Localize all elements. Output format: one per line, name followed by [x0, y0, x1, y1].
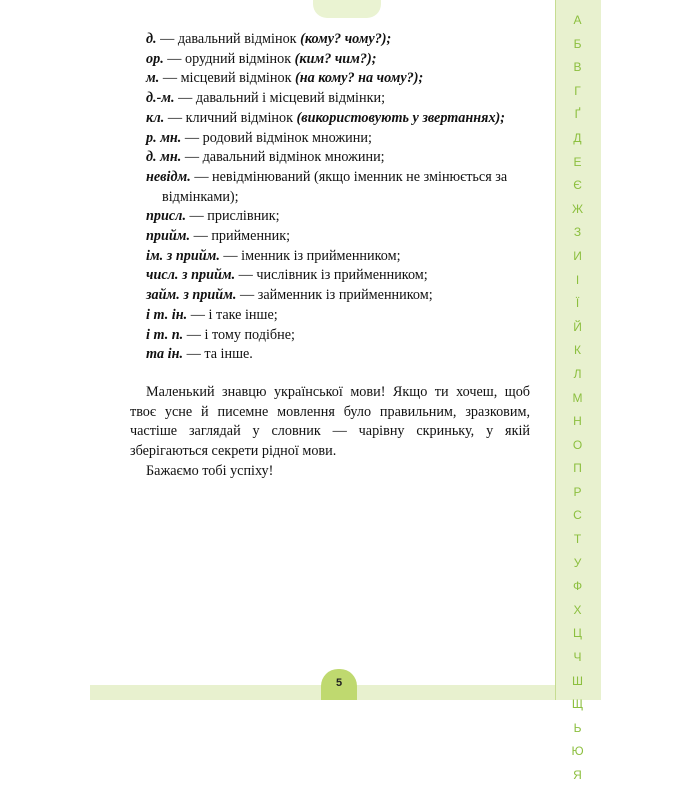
abbreviation-item: [130, 148, 530, 168]
alphabet-letter[interactable]: Є: [573, 178, 582, 193]
alphabet-letter[interactable]: М: [572, 390, 583, 405]
abbreviation-list: [130, 30, 530, 365]
abbreviation-item: [130, 69, 530, 89]
alphabet-letter[interactable]: Ц: [573, 626, 582, 641]
abbreviation-definition: — та інше.: [183, 346, 253, 363]
abbreviation-term: д. мн.: [146, 149, 182, 166]
abbreviation-term: ім. з прийм.: [146, 247, 220, 264]
alphabet-letter[interactable]: Р: [573, 484, 582, 499]
abbreviation-term: кл.: [146, 109, 165, 126]
abbreviation-definition: — давальний відмінок множини;: [181, 149, 385, 166]
page-content: [130, 30, 530, 481]
abbreviation-definition: — займенник із прийменником;: [236, 287, 433, 304]
abbreviation-item: [130, 227, 530, 247]
alphabet-letter[interactable]: Д: [573, 130, 582, 145]
abbreviation-note: (на кому? на чому?);: [295, 70, 424, 87]
abbreviation-item: [130, 109, 530, 129]
abbreviation-term: та ін.: [146, 346, 184, 363]
alphabet-letter[interactable]: А: [573, 13, 582, 27]
abbreviation-item: [130, 129, 530, 149]
abbreviation-definition: — орудний відмінок: [163, 50, 295, 67]
abbreviation-term: займ. з прийм.: [146, 287, 237, 304]
abbreviation-definition: — родовий відмінок множини;: [181, 129, 372, 146]
abbreviation-definition: — і таке інше;: [187, 306, 278, 323]
abbreviation-definition: — кличний відмінок: [164, 109, 297, 126]
alphabet-index: [555, 9, 600, 788]
page-number: 5: [321, 669, 357, 700]
abbreviation-term: невідм.: [146, 168, 191, 185]
alphabet-letter[interactable]: Л: [573, 366, 582, 381]
abbreviation-term: р. мн.: [146, 129, 182, 146]
alphabet-letter[interactable]: К: [574, 343, 581, 358]
alphabet-letter[interactable]: Ч: [573, 650, 582, 665]
alphabet-letter[interactable]: Я: [573, 768, 582, 782]
abbreviation-item: [130, 50, 530, 70]
alphabet-letter[interactable]: Щ: [571, 697, 584, 712]
abbreviation-item: [130, 326, 530, 346]
abbreviation-definition: — невідмінюваний (якщо іменник не змінюється за відмінками);: [162, 168, 508, 205]
abbreviation-definition: — прислівник;: [186, 208, 280, 225]
abbreviation-item: [130, 89, 530, 109]
abbreviation-item: [130, 286, 530, 306]
abbreviation-definition: — і тому подібне;: [183, 326, 295, 343]
top-tab-decoration: [313, 0, 381, 18]
alphabet-letter[interactable]: Х: [573, 602, 582, 617]
alphabet-letter[interactable]: В: [573, 60, 582, 75]
abbreviation-term: і т. п.: [146, 326, 184, 343]
abbreviation-term: д.: [146, 31, 157, 47]
abbreviation-note: (ким? чим?);: [294, 50, 377, 67]
abbreviation-note: (використовують у звертаннях);: [296, 109, 505, 126]
alphabet-letter[interactable]: У: [573, 555, 582, 570]
alphabet-letter[interactable]: Ґ: [574, 107, 581, 122]
alphabet-letter[interactable]: С: [573, 508, 582, 523]
abbreviation-item: [130, 345, 530, 365]
abbreviation-definition: — числівник із прийменником;: [235, 267, 428, 284]
alphabet-letter[interactable]: И: [573, 248, 582, 263]
abbreviation-term: і т. ін.: [146, 306, 188, 323]
alphabet-letter[interactable]: Ф: [572, 579, 583, 594]
alphabet-letter[interactable]: З: [573, 225, 582, 240]
abbreviation-item: [130, 247, 530, 267]
alphabet-letter[interactable]: Ь: [573, 720, 582, 735]
abbreviation-definition: — прийменник;: [190, 228, 291, 245]
alphabet-letter[interactable]: Е: [573, 154, 582, 169]
alphabet-letter[interactable]: Ш: [572, 673, 583, 688]
abbreviation-term: прийм.: [146, 228, 191, 245]
abbreviation-item: [130, 207, 530, 227]
alphabet-letter[interactable]: Б: [573, 36, 582, 51]
abbreviation-item: [130, 168, 530, 207]
alphabet-letter[interactable]: Ї: [575, 296, 580, 311]
alphabet-letter[interactable]: Й: [573, 319, 582, 334]
wish-paragraph: Бажаємо тобі успіху!: [146, 462, 274, 479]
abbreviation-definition: — давальний відмінок: [156, 31, 301, 47]
abbreviation-item: [130, 266, 530, 286]
abbreviation-term: м.: [146, 70, 160, 87]
abbreviation-term: д.-м.: [146, 90, 175, 107]
abbreviation-definition: — іменник із прийменником;: [219, 247, 401, 264]
closing-paragraph: Маленький знавцю української мови! Якщо ти хочеш, щоб твоє усне й писемне мовлення було правильним, зразковим, частіше заглядай у словник — чарівну скриньку, у якій зберігаються секрети рідної мови.: [130, 383, 530, 460]
abbreviation-definition: — давальний і місцевий відмінки;: [174, 90, 386, 107]
alphabet-letter[interactable]: І: [575, 272, 580, 287]
abbreviation-definition: — місцевий відмінок: [159, 70, 296, 87]
alphabet-letter[interactable]: Ю: [571, 744, 584, 759]
alphabet-letter[interactable]: Г: [574, 83, 581, 98]
alphabet-letter[interactable]: Ж: [571, 201, 584, 216]
abbreviation-note: (кому? чому?);: [300, 31, 392, 47]
alphabet-letter[interactable]: О: [572, 437, 583, 452]
alphabet-letter[interactable]: Н: [573, 414, 582, 429]
abbreviation-term: ор.: [146, 50, 164, 67]
abbreviation-item: [130, 306, 530, 326]
abbreviation-item: [130, 30, 530, 50]
abbreviation-term: присл.: [146, 208, 186, 225]
alphabet-letter[interactable]: П: [573, 461, 582, 476]
abbreviation-term: числ. з прийм.: [146, 267, 236, 284]
alphabet-letter[interactable]: Т: [573, 532, 582, 547]
